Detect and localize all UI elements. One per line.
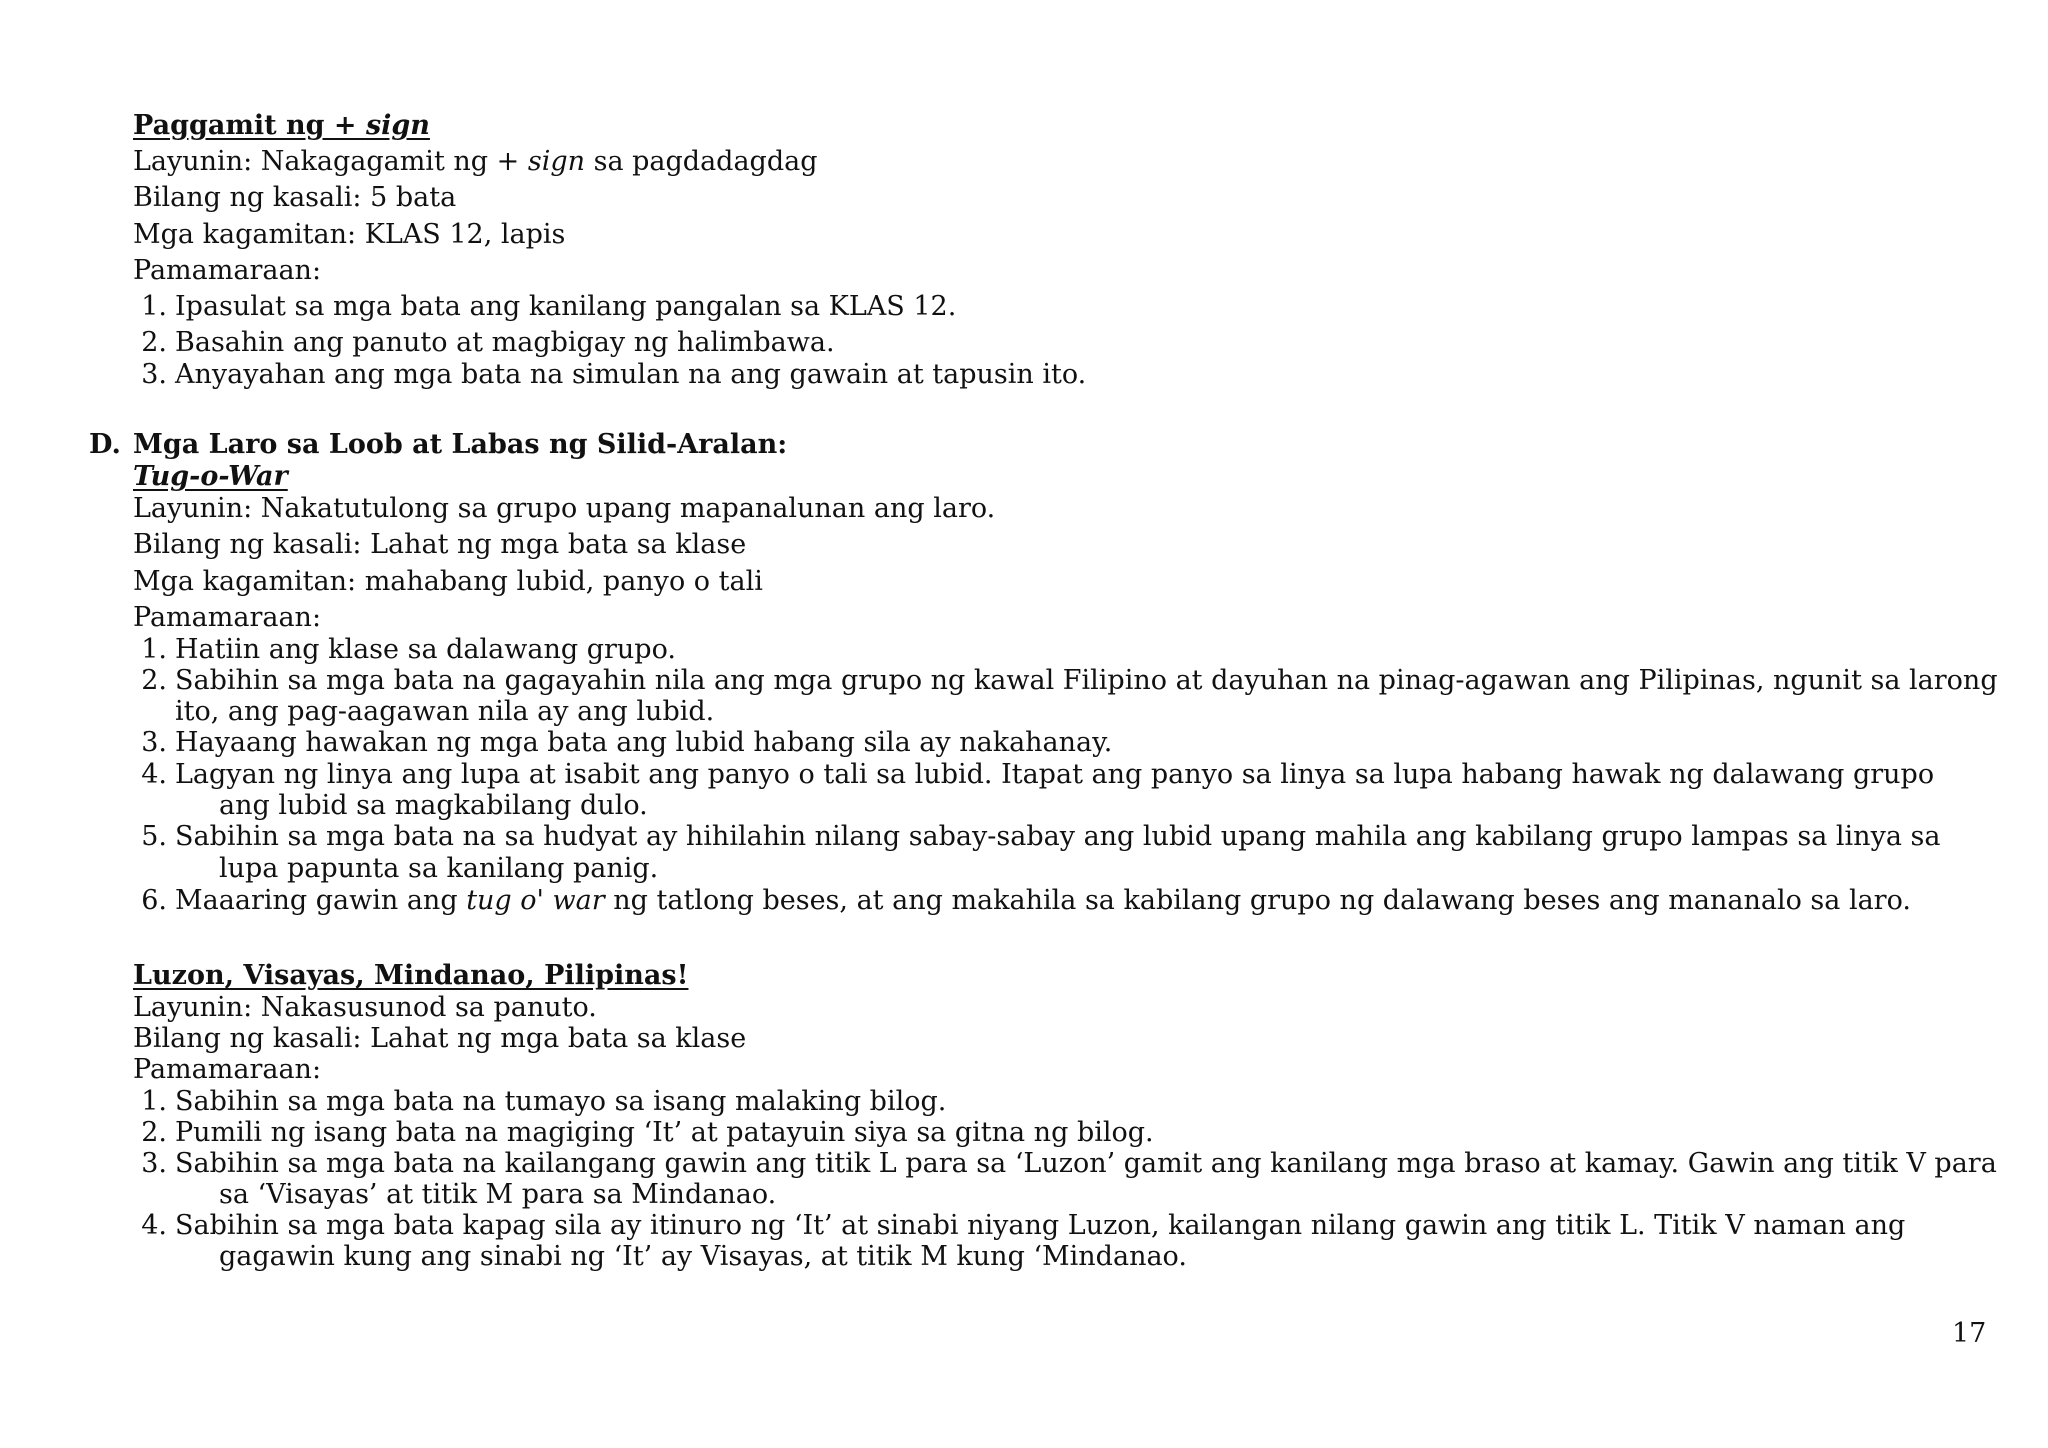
list-text: Maaaring gawin ang xyxy=(175,885,467,916)
game-title-tug-o-war: Tug-o-War xyxy=(133,461,288,492)
list-number: 3. xyxy=(141,727,167,758)
section-letter: D. xyxy=(89,429,121,460)
bilang-line: Bilang ng kasali: 5 bata xyxy=(133,182,457,213)
bilang-line: Bilang ng kasali: Lahat ng mga bata sa klase xyxy=(133,1023,747,1054)
list-item xyxy=(133,329,835,356)
kagamitan-line: Mga kagamitan: KLAS 12, lapis xyxy=(133,219,566,250)
list-item xyxy=(133,1212,1905,1239)
list-text: Sabihin sa mga bata kapag sila ay itinuro ng ‘It’ at sinabi niyang Luzon, kailangan nilang gawin ang titik L. Titik V naman ang xyxy=(175,1210,1906,1241)
list-item xyxy=(133,667,1998,694)
list-item xyxy=(133,293,956,320)
list-text: Anyayahan ang mga bata na simulan na ang gawain at tapusin ito. xyxy=(175,359,1087,390)
list-number: 1. xyxy=(141,634,167,665)
list-text-continuation: ang lubid sa magkabilang dulo. xyxy=(219,790,648,821)
list-text: Hatiin ang klase sa dalawang grupo. xyxy=(175,634,676,665)
list-text-continuation: gagawin kung ang sinabi ng ‘It’ ay Visayas, at titik M kung ‘Mindanao. xyxy=(219,1241,1187,1272)
list-number: 1. xyxy=(141,1086,167,1117)
list-item xyxy=(133,1088,946,1115)
list-number: 3. xyxy=(141,359,167,390)
list-text: Sabihin sa mga bata na gagayahin nila ang mga grupo ng kawal Filipino at dayuhan na pinag-agawan ang Pilipinas, ngunit sa larong xyxy=(175,665,1998,696)
list-text: Basahin ang panuto at magbigay ng halimbawa. xyxy=(175,327,835,358)
layunin-italic: sign xyxy=(527,146,586,177)
kagamitan-line: Mga kagamitan: mahabang lubid, panyo o tali xyxy=(133,566,763,597)
list-number: 2. xyxy=(141,1117,167,1148)
pamamaraan-label: Pamamaraan: xyxy=(133,255,322,286)
list-text-continuation: lupa papunta sa kanilang panig. xyxy=(219,853,659,884)
section-title-luzon: Luzon, Visayas, Mindanao, Pilipinas! xyxy=(133,960,689,991)
list-text: ng tatlong beses, at ang makahila sa kabilang grupo ng dalawang beses ang mananalo sa laro. xyxy=(604,885,1911,916)
list-text-italic: tug o' war xyxy=(466,885,605,916)
bilang-line: Bilang ng kasali: Lahat ng mga bata sa klase xyxy=(133,529,747,560)
layunin-suffix: sa pagdadagdag xyxy=(585,146,818,177)
list-text: Pumili ng isang bata na magiging ‘It’ at patayuin siya sa gitna ng bilog. xyxy=(175,1117,1154,1148)
list-text: Hayaang hawakan ng mga bata ang lubid habang sila ay nakahanay. xyxy=(175,727,1113,758)
list-number: 4. xyxy=(141,759,167,790)
title-text: Paggamit ng + xyxy=(133,110,366,141)
pamamaraan-label: Pamamaraan: xyxy=(133,602,322,633)
section-title-paggamit xyxy=(133,112,430,139)
list-item xyxy=(133,823,1940,850)
list-item xyxy=(133,1150,1997,1177)
layunin-line: Layunin: Nakasusunod sa panuto. xyxy=(133,992,597,1023)
list-text: Sabihin sa mga bata na kailangang gawin ang titik L para sa ‘Luzon’ gamit ang kanilang mga braso at kamay. Gawin ang titik V para xyxy=(175,1148,1997,1179)
list-number: 5. xyxy=(141,821,167,852)
list-number: 3. xyxy=(141,1148,167,1179)
list-item xyxy=(133,1119,1154,1146)
list-text: Sabihin sa mga bata na sa hudyat ay hihilahin nilang sabay-sabay ang lubid upang mahila ang kabilang grupo lampas sa linya sa xyxy=(175,821,1941,852)
list-text: Ipasulat sa mga bata ang kanilang pangalan sa KLAS 12. xyxy=(175,291,957,322)
list-item xyxy=(133,887,1911,914)
title-italic-text: sign xyxy=(365,110,430,141)
list-item xyxy=(133,636,676,663)
list-number: 2. xyxy=(141,327,167,358)
page-number: 17 xyxy=(1952,1318,1987,1349)
layunin-line xyxy=(133,148,818,175)
list-number: 2. xyxy=(141,665,167,696)
section-title-mga-laro: Mga Laro sa Loob at Labas ng Silid-Aralan: xyxy=(133,429,788,460)
list-number: 4. xyxy=(141,1210,167,1241)
list-text: Lagyan ng linya ang lupa at isabit ang panyo o tali sa lubid. Itapat ang panyo sa linya sa lupa habang hawak ng dalawang grupo xyxy=(175,759,1935,790)
layunin-line: Layunin: Nakatutulong sa grupo upang mapanalunan ang laro. xyxy=(133,493,996,524)
list-item xyxy=(133,361,1086,388)
list-text-continuation: ito, ang pag-aagawan nila ay ang lubid. xyxy=(175,696,715,727)
list-number: 1. xyxy=(141,291,167,322)
list-text: Sabihin sa mga bata na tumayo sa isang malaking bilog. xyxy=(175,1086,947,1117)
list-number: 6. xyxy=(141,885,167,916)
list-text-continuation: sa ‘Visayas’ at titik M para sa Mindanao. xyxy=(219,1179,777,1210)
list-item xyxy=(133,761,1934,788)
layunin-prefix: Layunin: Nakagagamit ng + xyxy=(133,146,528,177)
pamamaraan-label: Pamamaraan: xyxy=(133,1054,322,1085)
list-item xyxy=(133,729,1112,756)
